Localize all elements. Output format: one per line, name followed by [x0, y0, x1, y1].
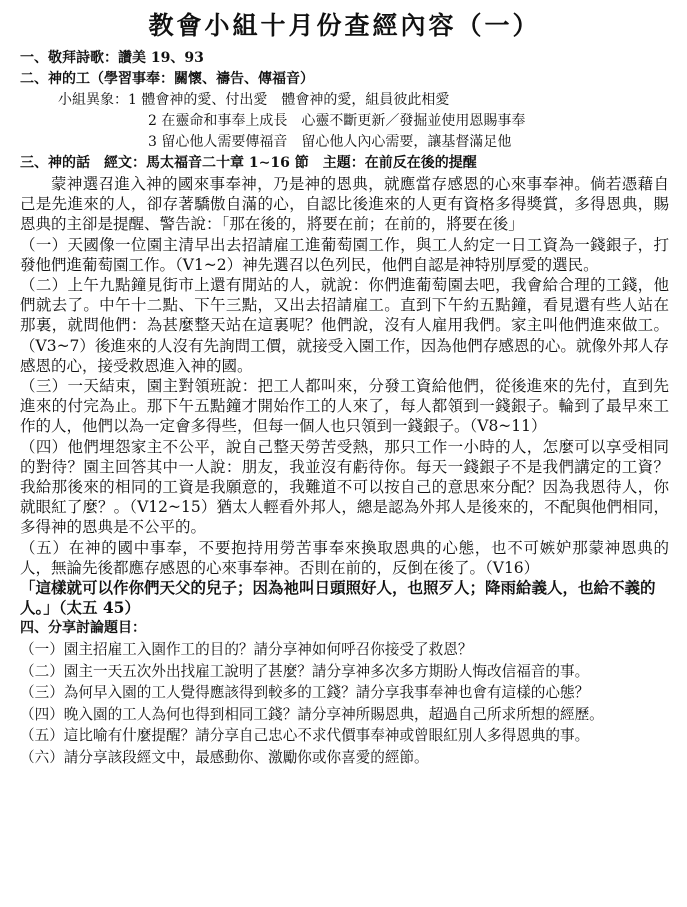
discussion-list — [20, 639, 669, 768]
page-title: 教會小組十月份查經內容（一） — [148, 11, 541, 40]
paragraph-4: （四）他們埋怨家主不公平，說自己整天勞苦受熱，那只工作一小時的人，怎麼可以享受相同的對待？園主回答其中一人說：朋友，我並沒有虧待你。每天一錢銀子不是我們講定的工資？我給那後來的相同的工資是我願意的，我難道不可以按自己的意思來分配？因為我恩待人，你就眼紅了麼？。（V12~15）猶太人輕看外邦人，總是認為外邦人是後來的，不配與他們相同，多得神的恩典是不公平的。 — [20, 437, 669, 537]
discussion-item: （六）請分享該段經文中，最感動你、激勵你或你喜愛的經節。 — [20, 748, 429, 766]
discussion-item: （五）這比喻有什麼提醒？請分享自己忠心不求代價事奉神或曾眼紅別人多得恩典的事。 — [20, 727, 590, 745]
section-gods-work-heading: 二、神的工（學習事奉：關懷、禱告、傳福音） — [20, 71, 314, 87]
paragraph-3: （三）一天結束，園主對領班說：把工人都叫來，分發工資給他們，從後進來的先付，直到先進來的付完為止。那下午五點鐘才開始作工的人來了，每人都領到一錢銀子。輪到了最早來工作的人，他們以為一定會多得些，但每一個人也只領到一錢銀子。（V8~11） — [20, 377, 669, 436]
discussion-item: （四）晚入園的工人為何也得到相同工錢？請分享神所賜恩典，超過自己所求所想的經歷。 — [20, 705, 604, 723]
paragraph-2: （二）上午九點鐘見街市上還有閒站的人，就說：你們進葡萄園去吧，我會給合理的工錢，他們就去了。中午十二點、下午三點，又出去招請雇工。直到下午約五點鐘，看見還有些人站在那裏，就問他們：為甚麼整天站在這裏呢？他們說，沒有人雇用我們。家主叫他們進來做工。（V3~7）後進來的人沒有先詢問工價，就接受入園工作，因為他們存感恩的心。就像外邦人存感恩的心，接受救恩進入神的國。 — [20, 276, 669, 375]
vision-line-2: 2 在靈命和事奉上成長 心靈不斷更新／發掘並使用恩賜事奉 — [148, 113, 526, 129]
worship-songs: 一、敬拜詩歌：讚美 19、93 — [20, 50, 204, 66]
discussion-item: （二）園主一天五次外出找雇工說明了甚麼？請分享神多次多方期盼人悔改信福音的事。 — [20, 662, 590, 680]
vision-line-3: 3 留心他人需要傳福音 留心他人內心需要，讓基督滿足他 — [148, 134, 512, 150]
paragraph-5: （五）在神的國中事奉，不要抱持用勞苦事奉來換取恩典的心態，也不可嫉妒那蒙神恩典的人，無論先後都應存感恩的心來事奉神。否則在前的，反倒在後了。（V16） — [20, 538, 669, 577]
scripture-quote: 「這樣就可以作你們天父的兒子；因為祂叫日頭照好人，也照歹人；降雨給義人，也給不義的人。」（太五 45） — [20, 578, 656, 618]
paragraph-1: （一）天國像一位園主清早出去招請雇工進葡萄園工作，與工人約定一日工資為一錢銀子，打發他們進葡萄園工作。（V1~2）神先選召以色列民，他們自認是神特別厚愛的選民。 — [20, 235, 669, 274]
discussion-item: （一）園主招雇工入園作工的目的？請分享神如何呼召你接受了救恩？ — [20, 641, 473, 659]
discussion-item: （三）為何早入園的工人覺得應該得到較多的工錢？請分享我事奉神也會有這樣的心態？ — [20, 684, 590, 702]
section-discussion-heading: 四、分享討論題目： — [20, 620, 146, 637]
section-gods-word-heading: 三、神的話 經文：馬太福音二十章 1∼16 節 主題：在前反在後的提醒 — [20, 155, 477, 171]
vision-line-1: 小組異象：1 體會神的愛、付出愛 體會神的愛，組員彼此相愛 — [58, 92, 450, 108]
intro-paragraph: 蒙神選召進入神的國來事奉神，乃是神的恩典，就應當存感恩的心來事奉神。倘若憑藉自己是先進來的人，卻存著驕傲自滿的心，自認比後進來的人更有資格多得獎賞，多得恩典，賜恩典的主卻是提醒、警告說：「那在後的，將要在前；在前的，將要在後」 — [20, 175, 669, 234]
